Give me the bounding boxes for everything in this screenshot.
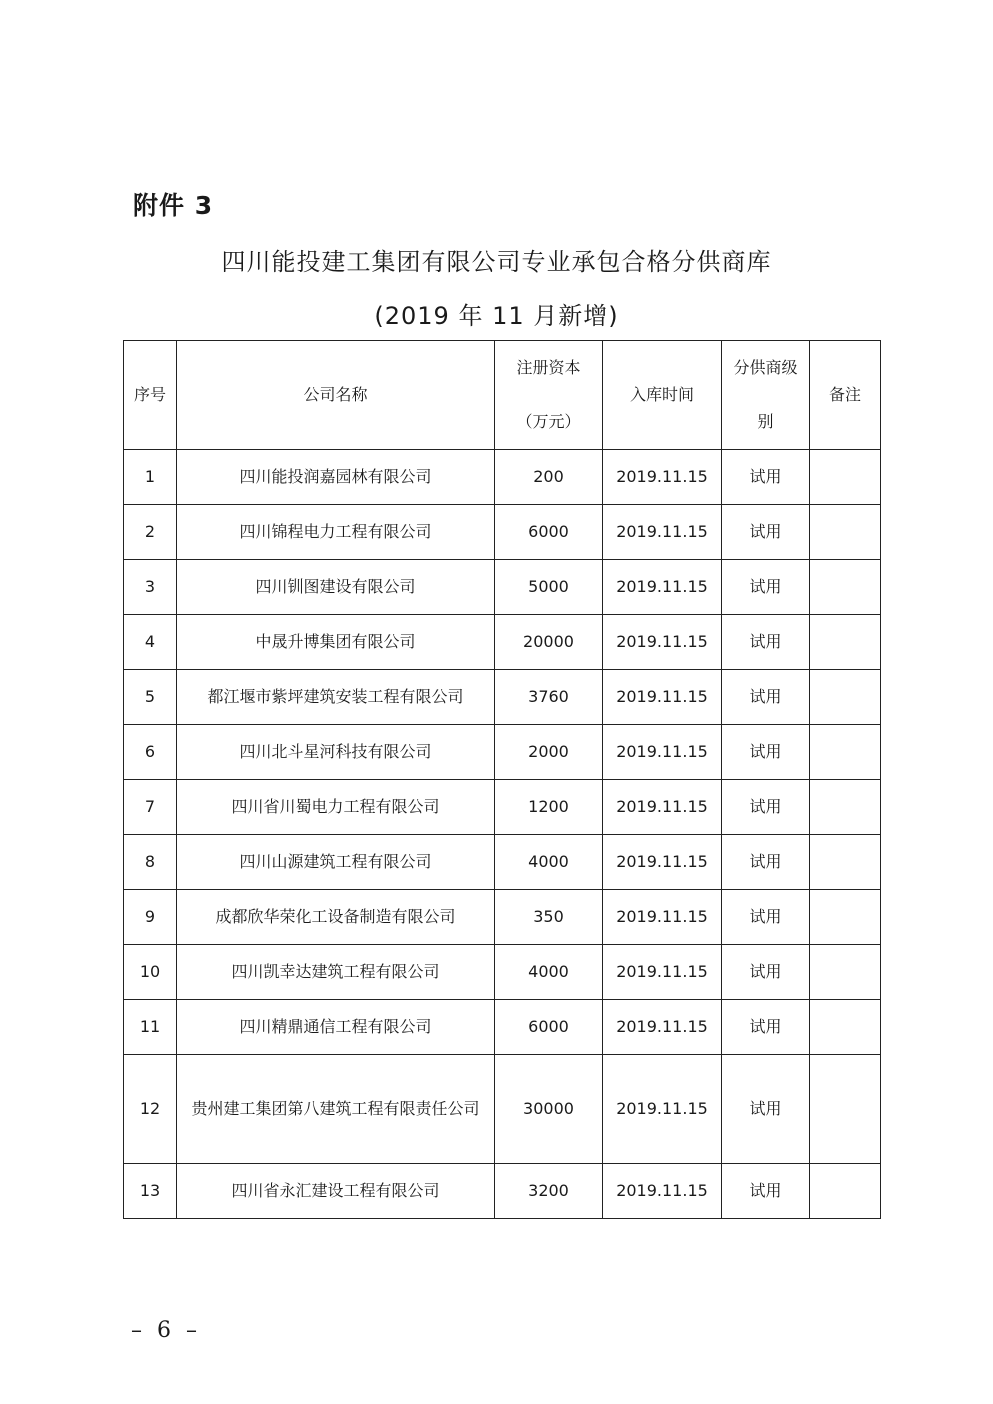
header-capital-line2: （万元） (516, 412, 581, 431)
cell-company: 四川省川蜀电力工程有限公司 (177, 780, 495, 835)
table-row (124, 670, 881, 725)
cell-seq: 2 (124, 505, 177, 560)
table-row (124, 1164, 881, 1219)
cell-seq: 8 (124, 835, 177, 890)
table-row (124, 450, 881, 505)
cell-remark (810, 560, 881, 615)
cell-date: 2019.11.15 (603, 780, 722, 835)
cell-level: 试用 (722, 560, 810, 615)
cell-capital: 3760 (495, 670, 603, 725)
cell-date: 2019.11.15 (603, 1000, 722, 1055)
table-header-row (124, 341, 881, 450)
cell-level: 试用 (722, 615, 810, 670)
document-title: 四川能投建工集团有限公司专业承包合格分供商库 (221, 248, 772, 276)
table-row (124, 945, 881, 1000)
cell-company: 四川钏图建设有限公司 (177, 560, 495, 615)
table-row (124, 835, 881, 890)
cell-level: 试用 (722, 1000, 810, 1055)
cell-seq: 7 (124, 780, 177, 835)
header-capital-line1: 注册资本 (516, 358, 581, 377)
cell-seq: 9 (124, 890, 177, 945)
cell-level: 试用 (722, 945, 810, 1000)
cell-remark (810, 1000, 881, 1055)
header-capital (495, 341, 603, 450)
cell-company: 四川能投润嘉园林有限公司 (177, 450, 495, 505)
cell-capital: 5000 (495, 560, 603, 615)
cell-level: 试用 (722, 835, 810, 890)
header-entry-time: 入库时间 (603, 341, 722, 450)
cell-level: 试用 (722, 450, 810, 505)
cell-company: 四川精鼎通信工程有限公司 (177, 1000, 495, 1055)
supplier-table (123, 340, 881, 1219)
cell-remark (810, 505, 881, 560)
cell-date: 2019.11.15 (603, 835, 722, 890)
cell-seq: 11 (124, 1000, 177, 1055)
cell-capital: 2000 (495, 725, 603, 780)
cell-remark (810, 1164, 881, 1219)
cell-date: 2019.11.15 (603, 615, 722, 670)
cell-level: 试用 (722, 670, 810, 725)
cell-seq: 13 (124, 1164, 177, 1219)
attachment-label: 附件 3 (133, 191, 214, 220)
cell-company: 都江堰市紫坪建筑安装工程有限公司 (177, 670, 495, 725)
header-level (722, 341, 810, 450)
cell-capital: 6000 (495, 505, 603, 560)
cell-remark (810, 945, 881, 1000)
cell-capital: 3200 (495, 1164, 603, 1219)
header-company: 公司名称 (177, 341, 495, 450)
cell-capital: 6000 (495, 1000, 603, 1055)
cell-capital: 200 (495, 450, 603, 505)
cell-date: 2019.11.15 (603, 945, 722, 1000)
cell-date: 2019.11.15 (603, 890, 722, 945)
cell-level: 试用 (722, 1164, 810, 1219)
cell-level: 试用 (722, 1055, 810, 1164)
header-remark: 备注 (810, 341, 881, 450)
cell-seq: 1 (124, 450, 177, 505)
table-row (124, 560, 881, 615)
cell-seq: 5 (124, 670, 177, 725)
table-row (124, 1055, 881, 1164)
cell-level: 试用 (722, 780, 810, 835)
document-subtitle: (2019 年 11 月新增) (374, 302, 619, 330)
cell-remark (810, 670, 881, 725)
table-row (124, 505, 881, 560)
cell-remark (810, 615, 881, 670)
cell-company: 四川锦程电力工程有限公司 (177, 505, 495, 560)
cell-remark (810, 450, 881, 505)
cell-company: 四川省永汇建设工程有限公司 (177, 1164, 495, 1219)
header-level-line1: 分供商级 (733, 358, 798, 377)
cell-remark (810, 835, 881, 890)
cell-capital: 4000 (495, 945, 603, 1000)
cell-level: 试用 (722, 890, 810, 945)
table-row (124, 725, 881, 780)
table-row (124, 890, 881, 945)
cell-date: 2019.11.15 (603, 450, 722, 505)
table-row (124, 615, 881, 670)
cell-capital: 30000 (495, 1055, 603, 1164)
cell-level: 试用 (722, 505, 810, 560)
cell-capital: 4000 (495, 835, 603, 890)
cell-remark (810, 1055, 881, 1164)
header-seq: 序号 (124, 341, 177, 450)
cell-company: 贵州建工集团第八建筑工程有限责任公司 (177, 1055, 495, 1164)
cell-remark (810, 780, 881, 835)
cell-seq: 4 (124, 615, 177, 670)
cell-company: 四川北斗星河科技有限公司 (177, 725, 495, 780)
cell-seq: 12 (124, 1055, 177, 1164)
cell-remark (810, 890, 881, 945)
cell-date: 2019.11.15 (603, 560, 722, 615)
cell-date: 2019.11.15 (603, 1164, 722, 1219)
cell-capital: 20000 (495, 615, 603, 670)
cell-company: 成都欣华荣化工设备制造有限公司 (177, 890, 495, 945)
cell-level: 试用 (722, 725, 810, 780)
cell-company: 中晟升博集团有限公司 (177, 615, 495, 670)
cell-seq: 3 (124, 560, 177, 615)
cell-date: 2019.11.15 (603, 505, 722, 560)
table-row (124, 780, 881, 835)
cell-seq: 10 (124, 945, 177, 1000)
cell-date: 2019.11.15 (603, 1055, 722, 1164)
cell-company: 四川凯幸达建筑工程有限公司 (177, 945, 495, 1000)
cell-capital: 350 (495, 890, 603, 945)
cell-remark (810, 725, 881, 780)
cell-seq: 6 (124, 725, 177, 780)
cell-date: 2019.11.15 (603, 670, 722, 725)
page-number: – 6 – (131, 1318, 201, 1343)
cell-company: 四川山源建筑工程有限公司 (177, 835, 495, 890)
cell-date: 2019.11.15 (603, 725, 722, 780)
header-level-line2: 别 (757, 412, 774, 431)
cell-capital: 1200 (495, 780, 603, 835)
table-row (124, 1000, 881, 1055)
